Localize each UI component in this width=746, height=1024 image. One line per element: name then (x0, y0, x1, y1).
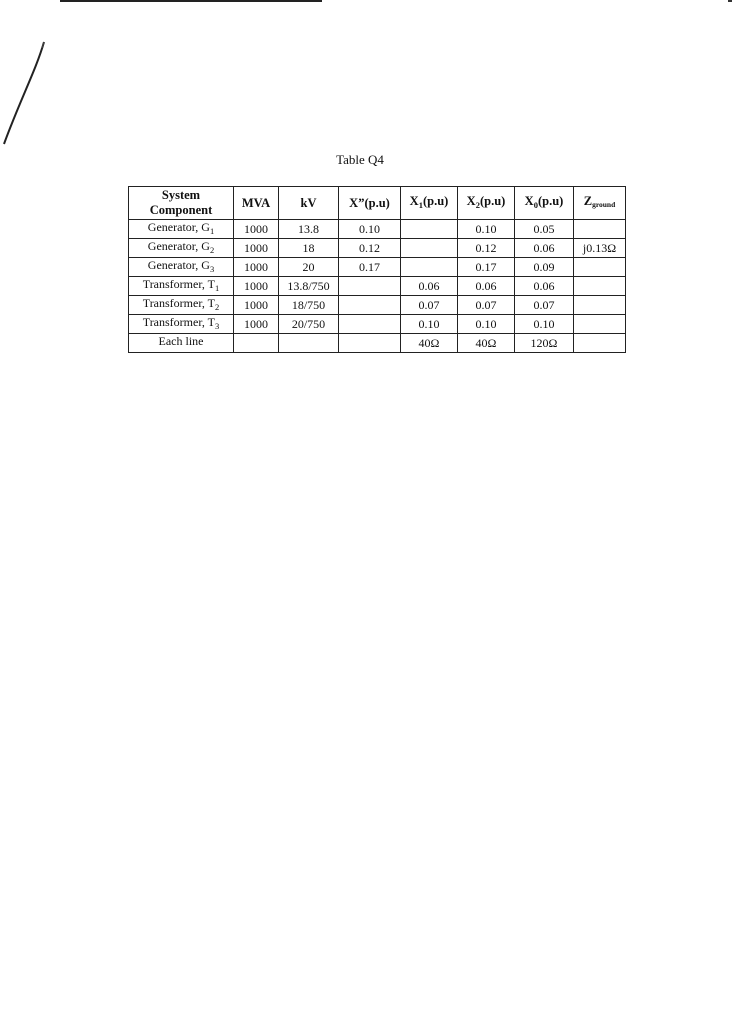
zground-cell: j0.13Ω (574, 239, 626, 258)
kv-cell: 13.8/750 (279, 277, 339, 296)
header-zero-sequence: $X_0(p.u)$ (515, 187, 574, 220)
mva-cell (234, 334, 279, 353)
x2-cell: 0.10 (458, 220, 515, 239)
component-data-table (128, 186, 626, 353)
zground-cell (574, 296, 626, 315)
x0-cell: 0.09 (515, 258, 574, 277)
x1-cell: 0.10 (401, 315, 458, 334)
header-system-label: System (161, 188, 201, 202)
header-row (129, 187, 626, 220)
x2-cell: 0.12 (458, 239, 515, 258)
x1-cell (401, 258, 458, 277)
zground-cell (574, 277, 626, 296)
scan-edge-mark (60, 0, 322, 2)
table-row (129, 239, 626, 258)
header-component-label: Component (149, 203, 213, 217)
mva-cell: 1000 (234, 239, 279, 258)
mva-cell: 1000 (234, 315, 279, 334)
header-positive-sequence: $X_1(p.u)$ (401, 187, 458, 220)
table-row (129, 258, 626, 277)
component-name-cell: Generator, $G_3$ (129, 258, 234, 277)
component-name-cell: Transformer, $T_2$ (129, 296, 234, 315)
header-mva: MVA (234, 187, 279, 220)
kv-cell: 20/750 (279, 315, 339, 334)
subtransient-cell (339, 334, 401, 353)
table-row (129, 277, 626, 296)
zground-cell (574, 334, 626, 353)
header-subtransient-reactance: X”(p.u) (339, 187, 401, 220)
subtransient-cell (339, 315, 401, 334)
table-row (129, 220, 626, 239)
header-ground-impedance: Zground (574, 187, 626, 220)
x0-cell: 0.05 (515, 220, 574, 239)
kv-cell: 20 (279, 258, 339, 277)
kv-cell (279, 334, 339, 353)
pen-stroke-mark (0, 40, 50, 150)
x2-cell: 40Ω (458, 334, 515, 353)
mva-cell: 1000 (234, 277, 279, 296)
header-kv: kV (279, 187, 339, 220)
x1-cell: 0.07 (401, 296, 458, 315)
x0-cell: 0.06 (515, 277, 574, 296)
subtransient-cell (339, 296, 401, 315)
component-name-cell: Transformer, $T_1$ (129, 277, 234, 296)
component-name-cell: Generator, $G_2$ (129, 239, 234, 258)
x2-cell: 0.06 (458, 277, 515, 296)
table-row (129, 315, 626, 334)
x2-cell: 0.07 (458, 296, 515, 315)
table-row (129, 334, 626, 353)
x0-cell: 0.07 (515, 296, 574, 315)
zground-cell (574, 220, 626, 239)
subtransient-cell: 0.10 (339, 220, 401, 239)
component-name-cell: Each line (129, 334, 234, 353)
component-name-cell: Generator, $G_1$ (129, 220, 234, 239)
x0-cell: 0.10 (515, 315, 574, 334)
mva-cell: 1000 (234, 220, 279, 239)
table-row (129, 296, 626, 315)
subtransient-cell: 0.12 (339, 239, 401, 258)
x1-cell: 0.06 (401, 277, 458, 296)
zground-cell (574, 258, 626, 277)
x1-cell (401, 239, 458, 258)
x1-cell: 40Ω (401, 334, 458, 353)
mva-cell: 1000 (234, 296, 279, 315)
zground-cell (574, 315, 626, 334)
header-system-component (129, 187, 234, 220)
table-caption: Table Q4 (336, 152, 384, 167)
x2-cell: 0.10 (458, 315, 515, 334)
mva-cell: 1000 (234, 258, 279, 277)
kv-cell: 13.8 (279, 220, 339, 239)
kv-cell: 18 (279, 239, 339, 258)
header-negative-sequence: $X_2(p.u)$ (458, 187, 515, 220)
component-name-cell: Transformer, $T_3$ (129, 315, 234, 334)
x0-cell: 120Ω (515, 334, 574, 353)
kv-cell: 18/750 (279, 296, 339, 315)
scan-speck (728, 0, 732, 2)
x0-cell: 0.06 (515, 239, 574, 258)
subtransient-cell: 0.17 (339, 258, 401, 277)
x2-cell: 0.17 (458, 258, 515, 277)
subtransient-cell (339, 277, 401, 296)
x1-cell (401, 220, 458, 239)
